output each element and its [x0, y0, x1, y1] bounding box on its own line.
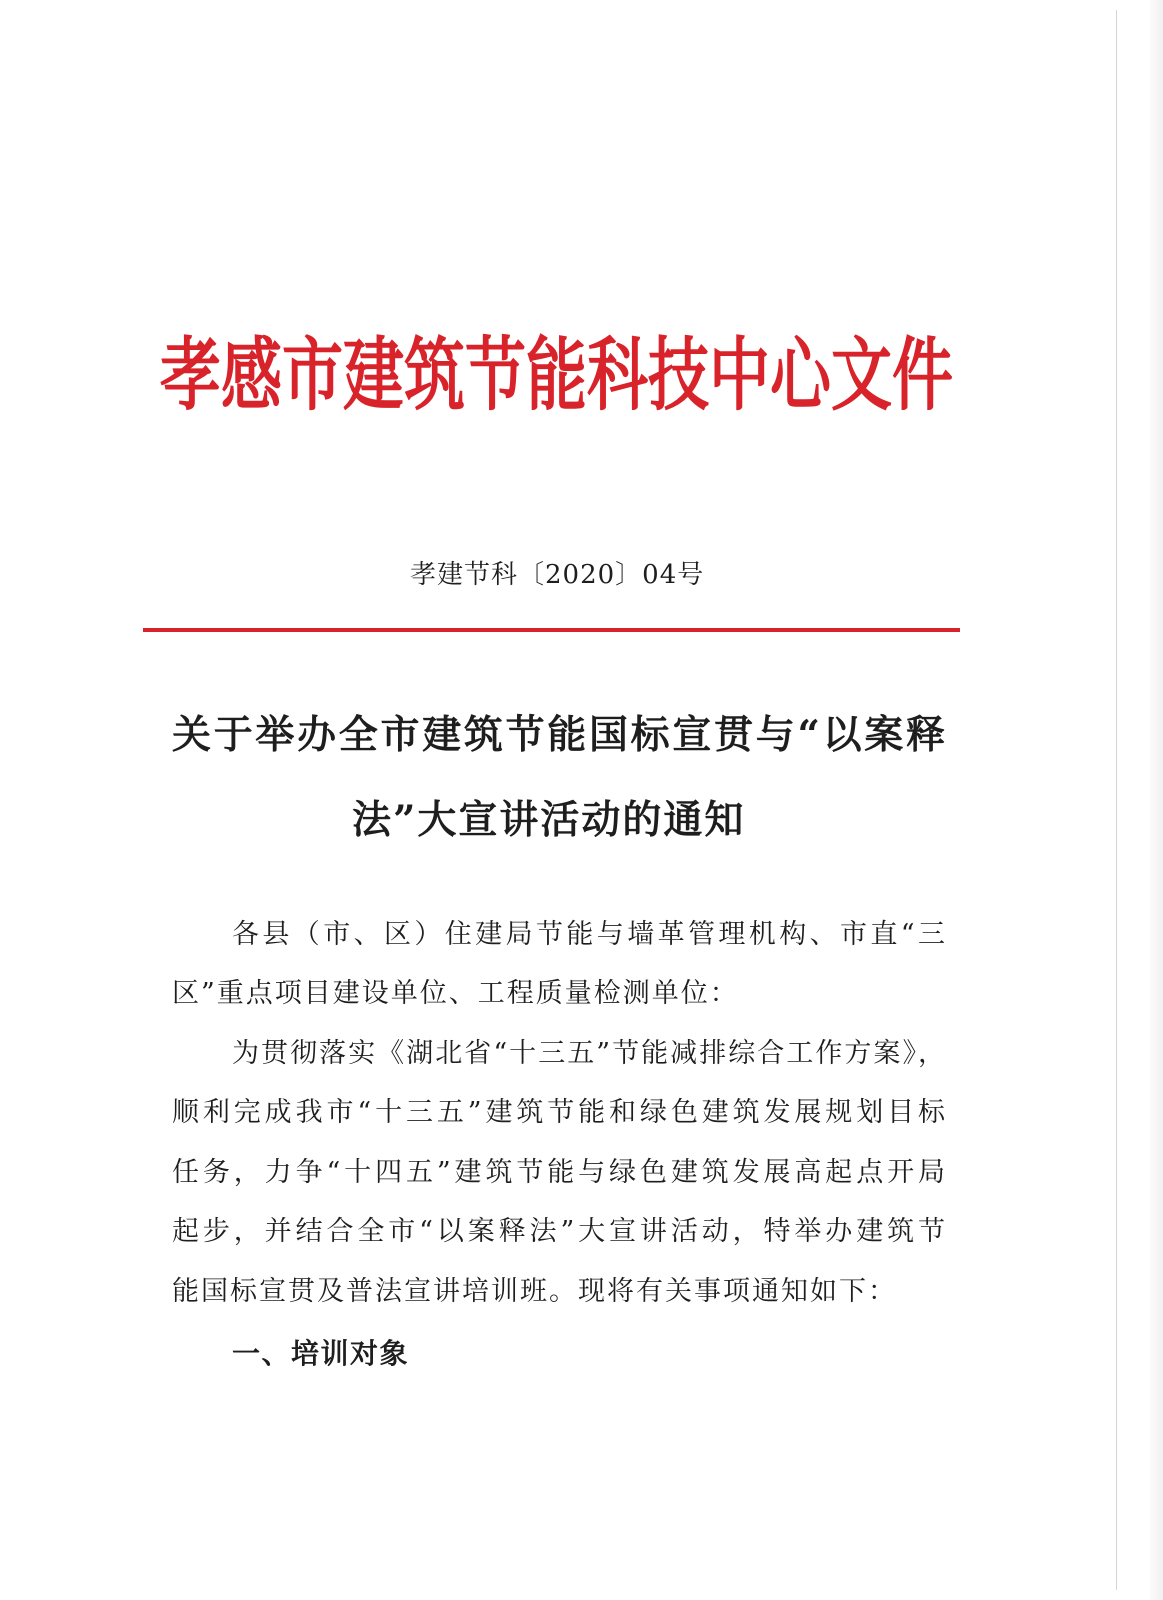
section-heading-training-targets: 一、培训对象 [232, 1337, 410, 1370]
body-line-5: 能国标宣贯及普法宣讲培训班。现将有关事项通知如下： [172, 1276, 897, 1307]
red-divider-rule [143, 628, 960, 632]
scan-shadow-edge [1150, 0, 1163, 1600]
scan-edge-line [1116, 10, 1117, 1590]
body-line-4: 起步，并结合全市“以案释法”大宣讲活动，特举办建筑节 [172, 1216, 945, 1247]
body-line-2: 顺利完成我市“十三五”建筑节能和绿色建筑发展规划目标 [172, 1097, 945, 1128]
notice-title-line-1: 关于举办全市建筑节能国标宣贯与“以案释 [172, 712, 945, 758]
addressee-line-1: 各县（市、区）住建局节能与墙革管理机构、市直“三 [232, 919, 945, 950]
red-header-title: 孝感市建筑节能科技中心文件 [160, 329, 954, 422]
notice-title-line-2: 法”大宣讲活动的通知 [352, 797, 746, 843]
body-line-1: 为贯彻落实《湖北省“十三五”节能减排综合工作方案》， [232, 1038, 945, 1069]
addressee-line-2: 区”重点项目建设单位、工程质量检测单位： [172, 978, 739, 1009]
body-line-3: 任务，力争“十四五”建筑节能与绿色建筑发展高起点开局 [172, 1157, 945, 1188]
document-number: 孝建节科〔2020〕04号 [410, 560, 705, 590]
